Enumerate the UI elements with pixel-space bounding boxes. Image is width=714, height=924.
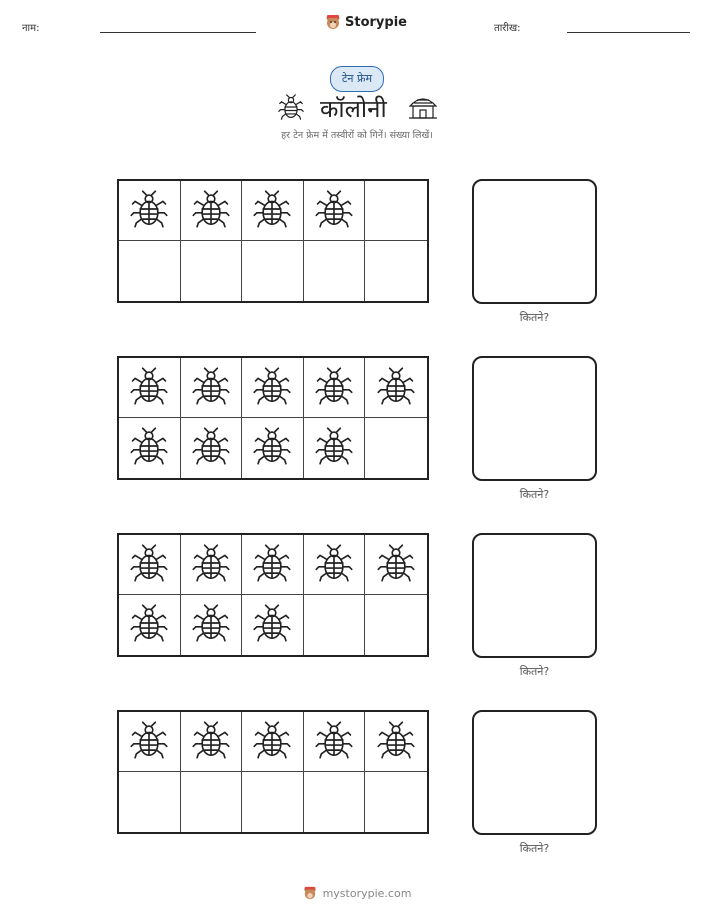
answer-prompt: कितने? — [519, 311, 550, 324]
name-label: नाम: — [22, 23, 40, 34]
ten-frame-cell — [242, 772, 304, 832]
ten-frame-cell — [242, 535, 304, 595]
name-line[interactable] — [100, 32, 256, 33]
bug-icon — [130, 189, 168, 233]
bug-icon — [253, 603, 291, 647]
answer-box[interactable] — [472, 356, 597, 481]
bug-icon — [377, 366, 415, 410]
ten-frame-cell — [365, 712, 427, 772]
page-title: कॉलोनी — [320, 95, 387, 123]
bug-icon — [377, 720, 415, 764]
ten-frame-cell — [365, 595, 427, 655]
ten-frame-cell — [119, 181, 181, 241]
ten-frame-cell — [365, 181, 427, 241]
footer — [0, 886, 714, 900]
instructions: हर टेन फ्रेम में तस्वीरों को गिनें। संख्या लिखें। — [281, 130, 433, 141]
date-label: तारीख: — [494, 23, 521, 34]
ten-frame-cell — [304, 535, 366, 595]
ten-frame-cell — [181, 712, 243, 772]
ten-frame — [117, 533, 429, 657]
brand-name: Storypie — [345, 14, 407, 30]
ten-frame-cell — [304, 181, 366, 241]
ten-frame-cell — [119, 772, 181, 832]
ten-frame-cell — [242, 241, 304, 301]
footer-url[interactable]: mystorypie.com — [322, 886, 412, 900]
ten-frame-cell — [365, 418, 427, 478]
answer-box[interactable] — [472, 179, 597, 304]
ten-frame-cell — [119, 358, 181, 418]
ten-frame-cell — [119, 595, 181, 655]
ten-frame-cell — [181, 595, 243, 655]
ten-frame-cell — [304, 241, 366, 301]
ten-frame-cell — [242, 595, 304, 655]
ten-frame-cell — [365, 358, 427, 418]
bear-mascot-icon — [325, 14, 341, 30]
brand-logo — [325, 14, 407, 30]
bug-icon — [315, 543, 353, 587]
ten-frame-cell — [242, 712, 304, 772]
ten-frame-cell — [365, 772, 427, 832]
ten-frame-cell — [181, 418, 243, 478]
hut-icon — [408, 94, 438, 120]
ten-frame — [117, 710, 429, 834]
ten-frame-cell — [304, 418, 366, 478]
bug-icon — [192, 189, 230, 233]
bear-mascot-icon — [303, 886, 317, 900]
ten-frame-cell — [119, 241, 181, 301]
answer-box[interactable] — [472, 533, 597, 658]
answer-prompt: कितने? — [519, 665, 550, 678]
bug-icon — [315, 426, 353, 470]
bug-icon — [315, 720, 353, 764]
bug-icon — [253, 720, 291, 764]
bug-icon — [253, 366, 291, 410]
ten-frame-cell — [119, 535, 181, 595]
bug-icon — [278, 93, 304, 121]
ten-frame-cell — [181, 241, 243, 301]
bug-icon — [315, 189, 353, 233]
ten-frame-cell — [242, 181, 304, 241]
ten-frame-cell — [242, 358, 304, 418]
ten-frame-cell — [304, 772, 366, 832]
bug-icon — [192, 603, 230, 647]
bug-icon — [253, 189, 291, 233]
ten-frame-cell — [181, 535, 243, 595]
ten-frame-cell — [181, 772, 243, 832]
bug-icon — [192, 426, 230, 470]
ten-frame — [117, 356, 429, 480]
bug-icon — [192, 366, 230, 410]
answer-box[interactable] — [472, 710, 597, 835]
date-line[interactable] — [567, 32, 690, 33]
bug-icon — [377, 543, 415, 587]
ten-frame-cell — [181, 181, 243, 241]
ten-frame-cell — [119, 712, 181, 772]
bug-icon — [315, 366, 353, 410]
ten-frame-cell — [181, 358, 243, 418]
bug-icon — [192, 720, 230, 764]
bug-icon — [130, 603, 168, 647]
bug-icon — [130, 543, 168, 587]
bug-icon — [130, 366, 168, 410]
answer-prompt: कितने? — [519, 842, 550, 855]
ten-frame — [117, 179, 429, 303]
bug-icon — [130, 720, 168, 764]
answer-prompt: कितने? — [519, 488, 550, 501]
ten-frame-cell — [242, 418, 304, 478]
ten-frame-cell — [365, 535, 427, 595]
ten-frame-cell — [304, 595, 366, 655]
topic-pill: टेन फ्रेम — [330, 66, 384, 92]
ten-frame-cell — [304, 358, 366, 418]
bug-icon — [253, 426, 291, 470]
bug-icon — [192, 543, 230, 587]
ten-frame-cell — [119, 418, 181, 478]
ten-frame-cell — [304, 712, 366, 772]
bug-icon — [130, 426, 168, 470]
bug-icon — [253, 543, 291, 587]
ten-frame-cell — [365, 241, 427, 301]
